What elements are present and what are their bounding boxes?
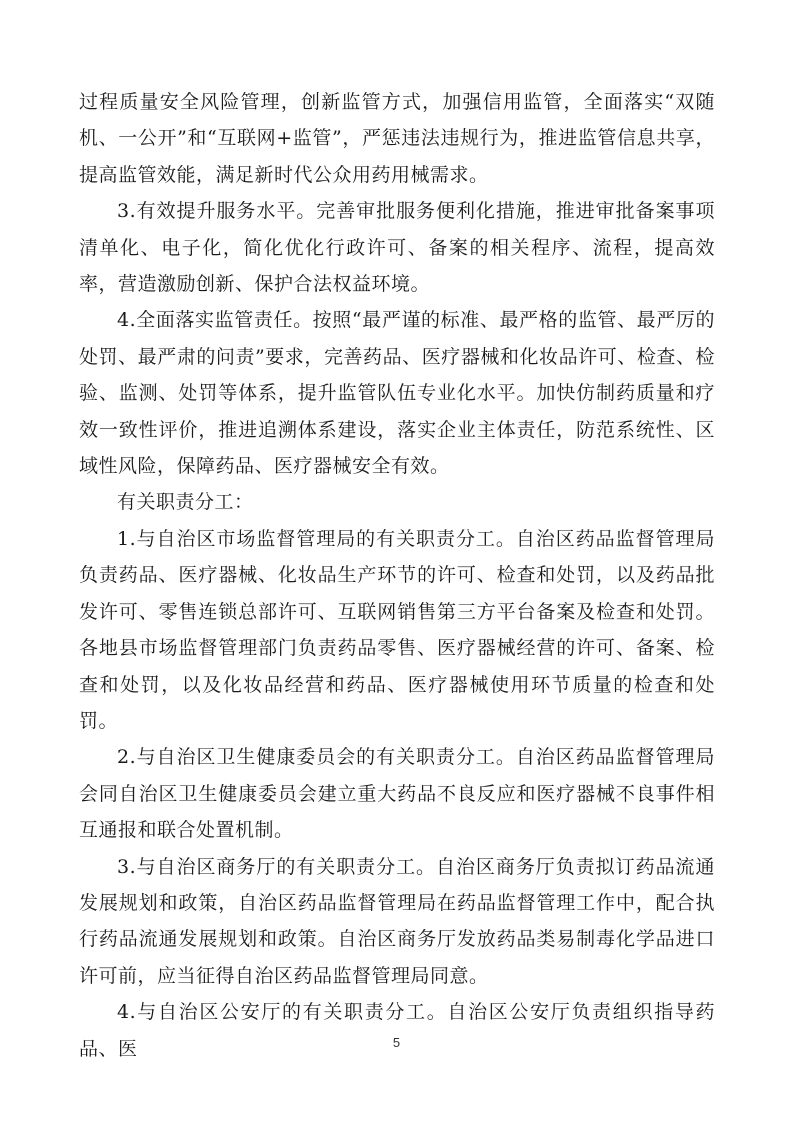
paragraph-service-level: 3.有效提升服务水平。完善审批服务便利化措施，推进审批备案事项清单化、电子化，简化优化行政许可、备案的相关程序、流程，提高效率，营造激励创新、保护合法权益环境。: [79, 200, 715, 296]
paragraph-supervision-duty: 4.全面落实监管责任。按照“最严谨的标准、最严格的监管、最严厉的处罚、最严肃的问责”要求，完善药品、医疗器械和化妆品许可、检查、检验、监测、处罚等体系，提升监管队伍专业化水平。加快仿制药质量和疗效一致性评价，推进追溯体系建设，落实企业主体责任，防范系统性、区域性风险，保障药品、医疗器械安全有效。: [79, 309, 715, 478]
paragraph-commerce-department: 3.与自治区商务厅的有关职责分工。自治区商务厅负责拟订药品流通发展规划和政策，自治区药品监督管理局在药品监督管理工作中，配合执行药品流通发展规划和政策。自治区商务厅发放药品类易制毒化学品进口许可前，应当征得自治区药品监督管理局同意。: [79, 855, 715, 987]
paragraph-health-commission: 2.与自治区卫生健康委员会的有关职责分工。自治区药品监督管理局会同自治区卫生健康委员会建立重大药品不良反应和医疗器械不良事件相互通报和联合处置机制。: [79, 746, 715, 842]
page-number: 5: [392, 1035, 401, 1050]
paragraph-market-supervision: 1.与自治区市场监督管理局的有关职责分工。自治区药品监督管理局负责药品、医疗器械、化妆品生产环节的许可、检查和处罚，以及药品批发许可、零售连锁总部许可、互联网销售第三方平台备案及检查和处罚。各地县市场监督管理部门负责药品零售、医疗器械经营的许可、备案、检查和处罚，以及化妆品经营和药品、医疗器械使用环节质量的检查和处罚。: [79, 527, 715, 732]
section-heading-duties: 有关职责分工：: [117, 491, 254, 514]
paragraph-continuation: 过程质量安全风险管理，创新监管方式，加强信用监管，全面落实“双随机、一公开”和“互联网+监管”，严惩违法违规行为，推进监管信息共享，提高监管效能，满足新时代公众用药用械需求。: [79, 91, 715, 186]
paragraph-public-security: 4.与自治区公安厅的有关职责分工。自治区公安厅负责组织指导药品、医: [79, 1001, 715, 1060]
document-body: [79, 84, 715, 1067]
